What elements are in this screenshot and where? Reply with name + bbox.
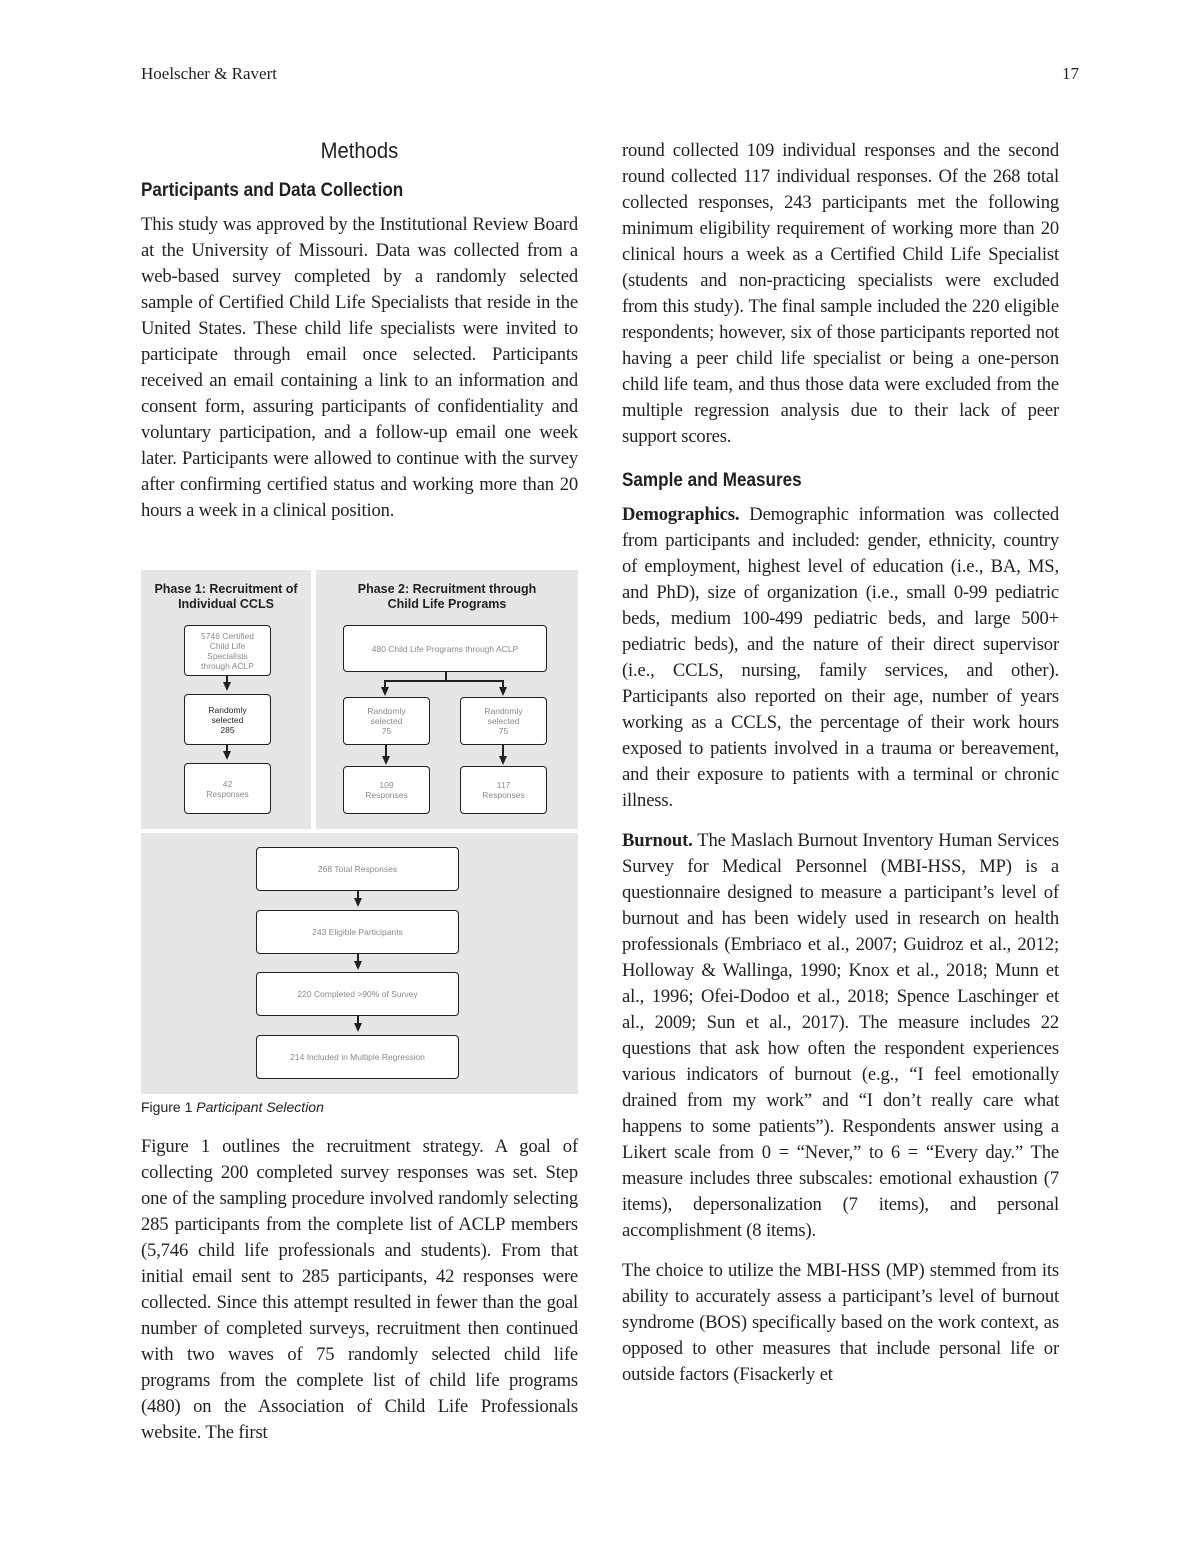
subsection-title: Participants and Data Collection	[141, 180, 404, 201]
run-in-heading: Demographics.	[622, 504, 740, 525]
page-number: 17	[1062, 64, 1079, 83]
left-column	[141, 138, 578, 538]
box-480-programs: 480 Child Life Programs through ACLP	[343, 625, 547, 672]
box-total-responses: 268 Total Responses	[256, 847, 459, 891]
arrow-icon	[499, 687, 507, 696]
box-117-responses: 117 Responses	[460, 766, 547, 814]
paragraph-demographics	[622, 502, 1059, 814]
paragraph-burnout	[622, 828, 1059, 1244]
run-in-heading: Burnout.	[622, 830, 693, 851]
box-42-responses: 42 Responses	[184, 763, 271, 814]
left-column-lower	[141, 1134, 578, 1460]
box-eligible: 243 Eligible Participants	[256, 910, 459, 954]
figure-label: Figure 1	[141, 1099, 193, 1115]
box-109-responses: 109 Responses	[343, 766, 430, 814]
box-randomly-75-a: Randomly selected 75	[343, 697, 430, 745]
section-title: Methods	[320, 138, 399, 163]
arrow-icon	[354, 961, 362, 970]
paragraph: Figure 1 outlines the recruitment strategy. A goal of collecting 200 completed survey responses was set. Step one of the sampling procedure involved randomly selecting 285 participants from the complete list of ACLP members (5,746 child life professionals and students). From that initial email sent to 285 participants, 42 responses were collected. Since this attempt resulted in fewer than the goal number of completed surveys, recruitment then continued with two waves of 75 randomly selected child life programs from the complete list of child life programs (480) on the Association of Child Life Professionals website. The first	[141, 1136, 578, 1443]
subsection-title: Sample and Measures	[622, 470, 802, 491]
box-5746-ccls: 5746 Certified Child Life Specialists through ACLP	[184, 625, 271, 676]
running-head: Hoelscher & Ravert	[141, 64, 277, 83]
box-randomly-285: Randomly selected 285	[184, 694, 271, 745]
figure-1	[141, 570, 578, 1094]
arrow-icon	[354, 1023, 362, 1032]
paragraph-text: The Maslach Burnout Inventory Human Services Survey for Medical Personnel (MBI-HSS, MP) is a questionnaire designed to measure a participant’s level of burnout and has been widely used in research on health professionals (Embriaco et al., 2007; Guidroz et al., 2012; Holloway & Wallinga, 1990; Knox et al., 2018; Munn et al., 1996; Ofei-Dodoo et al., 2018; Spence Laschinger et al., 2009; Sun et al., 2017). The measure includes 22 questions that ask how often the respondent experiences various indicators of burnout (e.g., “I feel emotionally drained from my work” and “I don’t really care what happens to some patients”). Respondents answer using a Likert scale from 0 = “Never,” to 6 = “Every day.” The measure includes three subscales: emotional exhaustion (7 items), depersonalization (7 items), and personal accomplishment (8 items).	[622, 830, 1059, 1241]
paragraph: This study was approved by the Institutional Review Board at the University of Missouri. Data was collected from a web-based survey completed by a randomly selected sample of Certified Child Life Specialists that reside in the United States. These child life specialists were invited to participate through email once selected. Participants received an email containing a link to an information and consent form, assuring participants of confidentiality and voluntary participation, and a follow-up email one week later. Participants were allowed to continue with the survey after confirming certified status and working more than 20 hours a week in a clinical position.	[141, 214, 578, 521]
phase1-title: Phase 1: Recruitment of Individual CCLS	[154, 582, 298, 611]
phase2-title: Phase 2: Recruitment through Child Life Programs	[357, 582, 537, 611]
right-column	[622, 138, 1059, 1402]
paragraph: round collected 109 individual responses and the second round collected 117 individual responses. Of the 268 total collected responses, 243 participants met the following minimum eligibility requirement of working more than 20 clinical hours a week as a Certified Child Life Specialist (students and non-practicing specialists were excluded from this study). The final sample included the 220 eligible respondents; however, six of those participants reported not having a peer child life specialist or being a one-person child life team, and thus those data were excluded from the multiple regression analysis due to their lack of peer support scores.	[622, 140, 1059, 447]
figure-caption	[141, 1099, 324, 1115]
box-randomly-75-b: Randomly selected 75	[460, 697, 547, 745]
paragraph-text: Demographic information was collected from participants and included: gender, ethnicity, country of employment, highest level of education (i.e., BA, MS, and PhD), size of organization (i.e., small 0-99 pediatric beds, medium 100-499 pediatric beds, and large 500+ pediatric beds), and the nature of their direct supervisor (i.e., CCLS, nursing, family services, and other). Participants also reported on their age, number of years working as a CCLS, the percentage of their work hours exposed to patients involved in a trauma or bereavement, and their exposure to patients with a terminal or chronic illness.	[622, 504, 1059, 811]
box-completed: 220 Completed >90% of Survey	[256, 972, 459, 1016]
arrow-icon	[499, 756, 507, 765]
arrow-icon	[223, 682, 231, 691]
figure-caption-text: Participant Selection	[196, 1099, 324, 1115]
arrow-icon	[381, 687, 389, 696]
arrow-icon	[223, 751, 231, 760]
arrow-icon	[382, 756, 390, 765]
arrow-icon	[354, 898, 362, 907]
paragraph: The choice to utilize the MBI-HSS (MP) stemmed from its ability to accurately assess a participant’s level of burnout syndrome (BOS) specifically based on the work context, as opposed to other measures that include personal life or outside factors (Fisackerly et	[622, 1260, 1059, 1385]
box-included: 214 Included in Multiple Regression	[256, 1035, 459, 1079]
